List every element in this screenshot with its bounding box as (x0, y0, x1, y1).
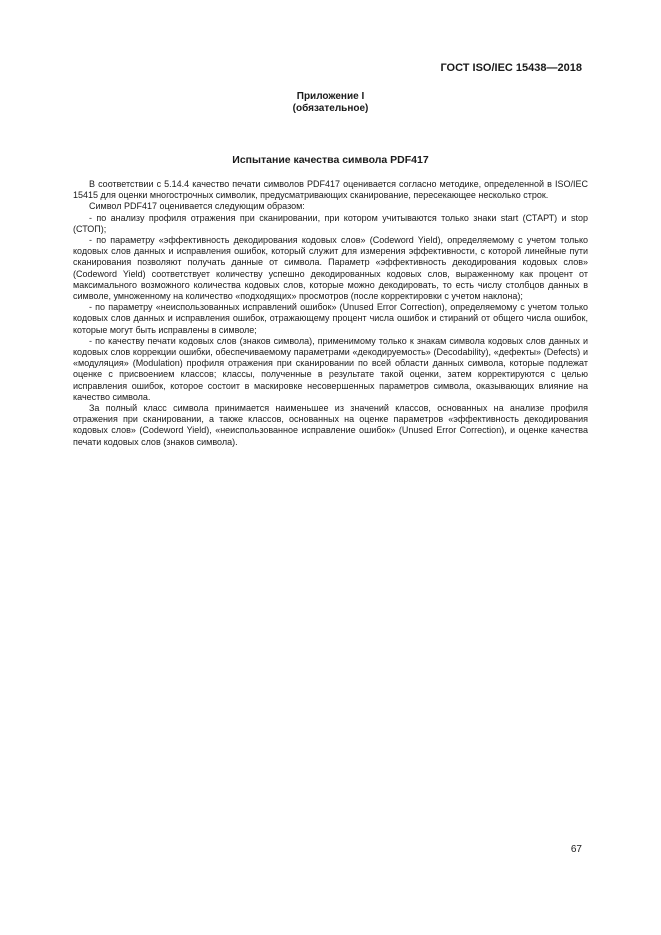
document-header: ГОСТ ISO/IEC 15438—2018 (440, 62, 582, 74)
body-text (73, 179, 588, 448)
page-number: 67 (570, 844, 582, 855)
section-title: Испытание качества символа PDF417 (232, 154, 429, 166)
list-item: - по параметру «эффективность декодирования кодовых слов» (Codeword Yield), определяемому с учетом только кодовых слов данных и исправления ошибок, который служит для измерения эффективности, с которой линейные пути сканирования позволяют получать данные от символа. Параметр «эффективность декодирования кодовых слов» (Codeword Yield) соответствует количеству успешно декодированных кодовых слов, выраженному как процент от максимального возможного количества кодовых слов, которые можно декодировать, то есть числу столбцов данных в символе, умноженному на количество «подходящих» просмотров (после корректировки с учетом наклона); (73, 235, 588, 302)
paragraph: Символ PDF417 оценивается следующим образом: (89, 201, 305, 212)
paragraph: В соответствии с 5.14.4 качество печати символов PDF417 оценивается согласно методике, определенной в ISO/IEC 15415 для оценки многострочных символик, предусматривающих сканирование, пересекающее несколько строк. (73, 179, 588, 201)
paragraph: За полный класс символа принимается наименьшее из значений классов, основанных на анализе профиля отражения при сканировании, а также классов, основанных на оценке параметров «эффективность декодирования кодовых слов» (Codeword Yield), «неиспользованное исправление ошибок» (Unused Error Correction), и оценке качества печати кодовых слов (знаков символа). (73, 403, 588, 447)
annex-status: (обязательное) (292, 103, 369, 114)
annex-label: Приложение I (296, 91, 365, 102)
list-item: - по параметру «неиспользованных исправлений ошибок» (Unused Error Correction), определяемому с учетом только кодовых слов данных и исправления ошибок, отражающему процент числа ошибок и стираний от общего числа ошибок, которые могут быть исправлены в символе; (73, 302, 588, 335)
annex-heading (0, 91, 661, 115)
list-item: - по качеству печати кодовых слов (знаков символа), применимому только к знакам символа кодовых слов данных и кодовых слов коррекции ошибки, обеспечиваемому параметрами «декодируемость» (Decodability), «дефекты» (Defects) и «модуляция» (Modulation) профиля отражения при сканировании по всей области данных символа, которые подлежат оценке с присвоением классов; классы, полученные в результате такой оценки, затем корректируются с целью исправления ошибок, которое состоит в маскировке несовершенных параметров символа, оказывающих влияние на качество символа. (73, 335, 588, 402)
list-item: - по анализу профиля отражения при сканировании, при котором учитываются только знаки start (СТАРТ) и stop (СТОП); (73, 212, 588, 234)
